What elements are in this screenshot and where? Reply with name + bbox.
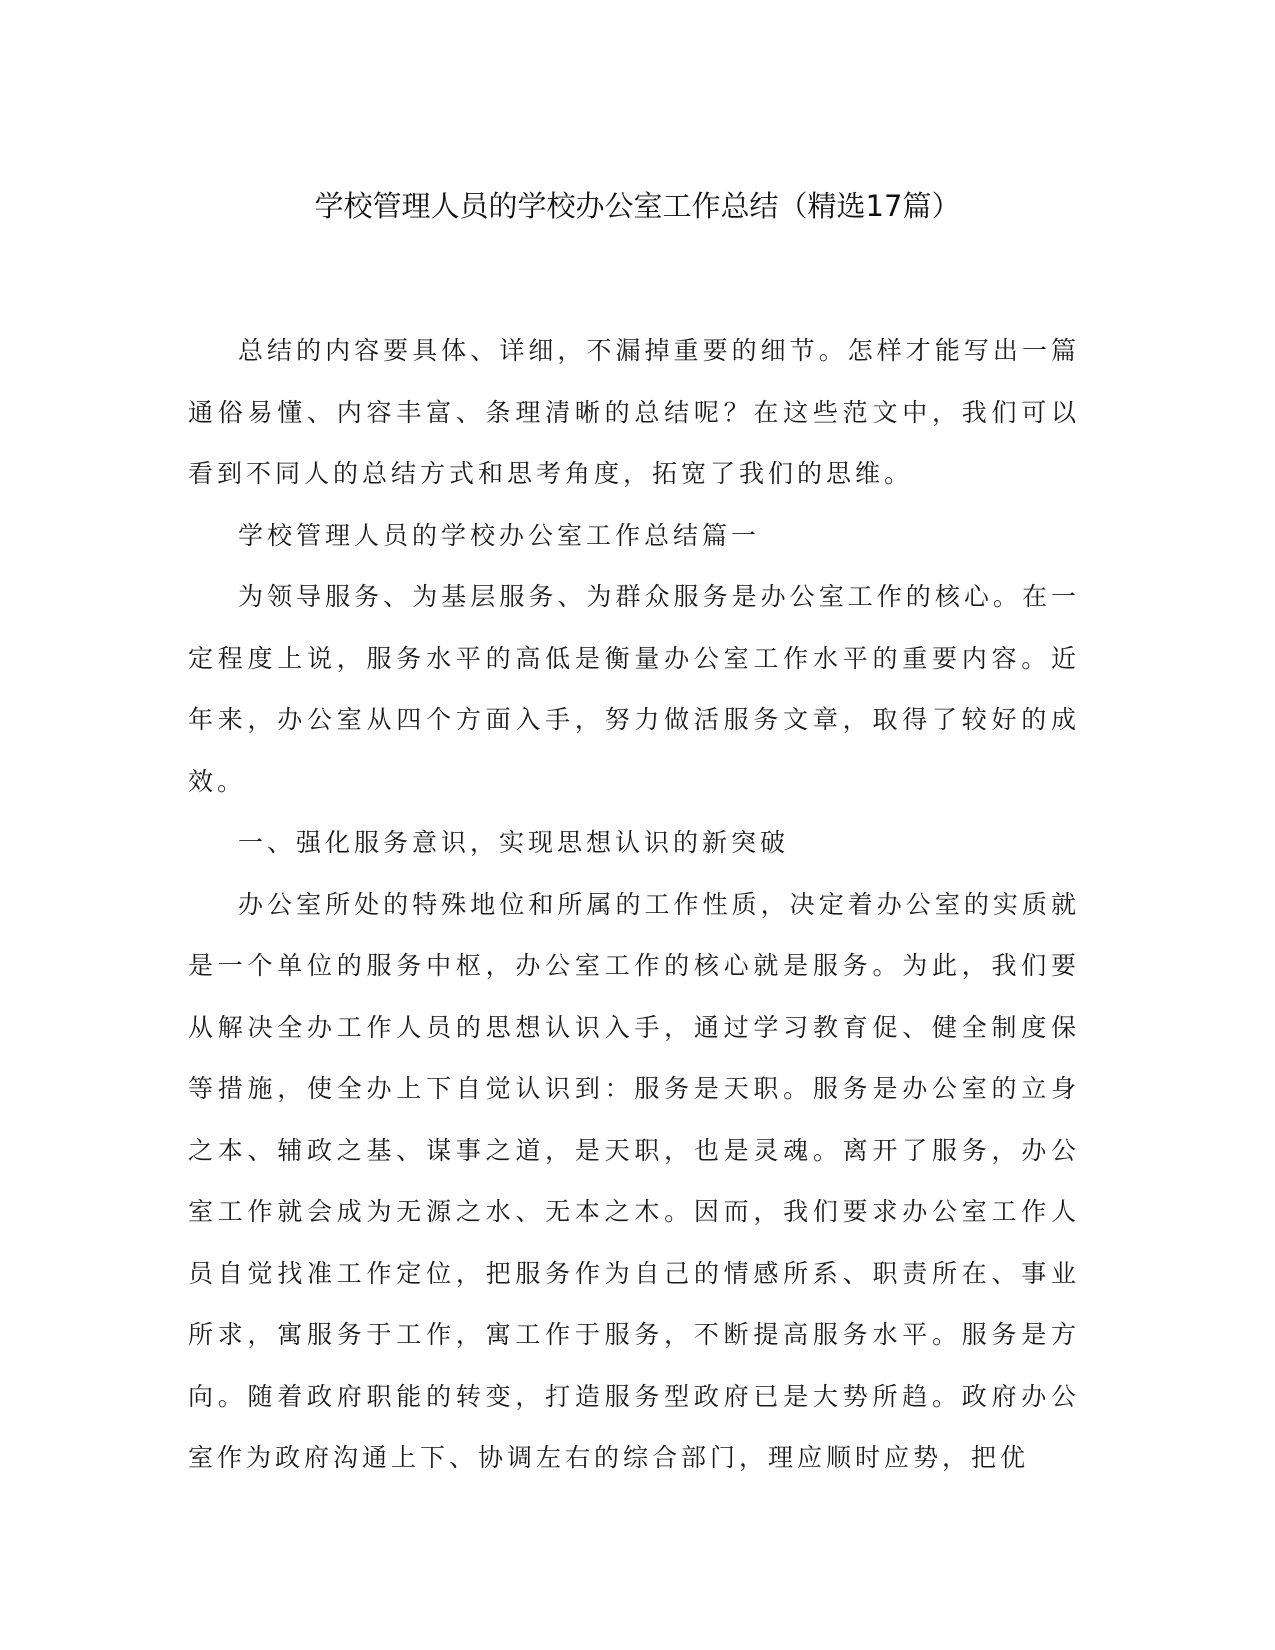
body-paragraph: 办公室所处的特殊地位和所属的工作性质，决定着办公室的实质就是一个单位的服务中枢，办公室工作的核心就是服务。为此，我们要从解决全办工作人员的思想认识入手，通过学习教育促、健全制度保等措施，使全办上下自觉认识到：服务是天职。服务是办公室的立身之本、辅政之基、谋事之道，是天职，也是灵魂。离开了服务，办公室工作就会成为无源之水、无本之木。因而，我们要求办公室工作人员自觉找准工作定位，把服务作为自己的情感所系、职责所在、事业所求，寓服务于工作，寓工作于服务，不断提高服务水平。服务是方向。随着政府职能的转变，打造服务型政府已是大势所趋。政府办公室作为政府沟通上下、协调左右的综合部门，理应顺时应势，把优 — [188, 889, 1080, 1472]
body-paragraph: 为领导服务、为基层服务、为群众服务是办公室工作的核心。在一定程度上说，服务水平的高低是衡量办公室工作水平的重要内容。近年来，办公室从四个方面入手，努力做活服务文章，取得了较好的成效。 — [188, 582, 1080, 796]
document-body — [188, 320, 1080, 1489]
section-heading: 学校管理人员的学校办公室工作总结篇一 — [238, 520, 761, 550]
document-title: 学校管理人员的学校办公室工作总结（精选17篇） — [314, 189, 961, 223]
subsection-heading: 一、强化服务意识，实现思想认识的新突破 — [238, 828, 790, 857]
intro-paragraph: 总结的内容要具体、详细，不漏掉重要的细节。怎样才能写出一篇通俗易懂、内容丰富、条理清晰的总结呢？在这些范文中，我们可以看到不同人的总结方式和思考角度，拓宽了我们的思维。 — [188, 336, 1080, 488]
